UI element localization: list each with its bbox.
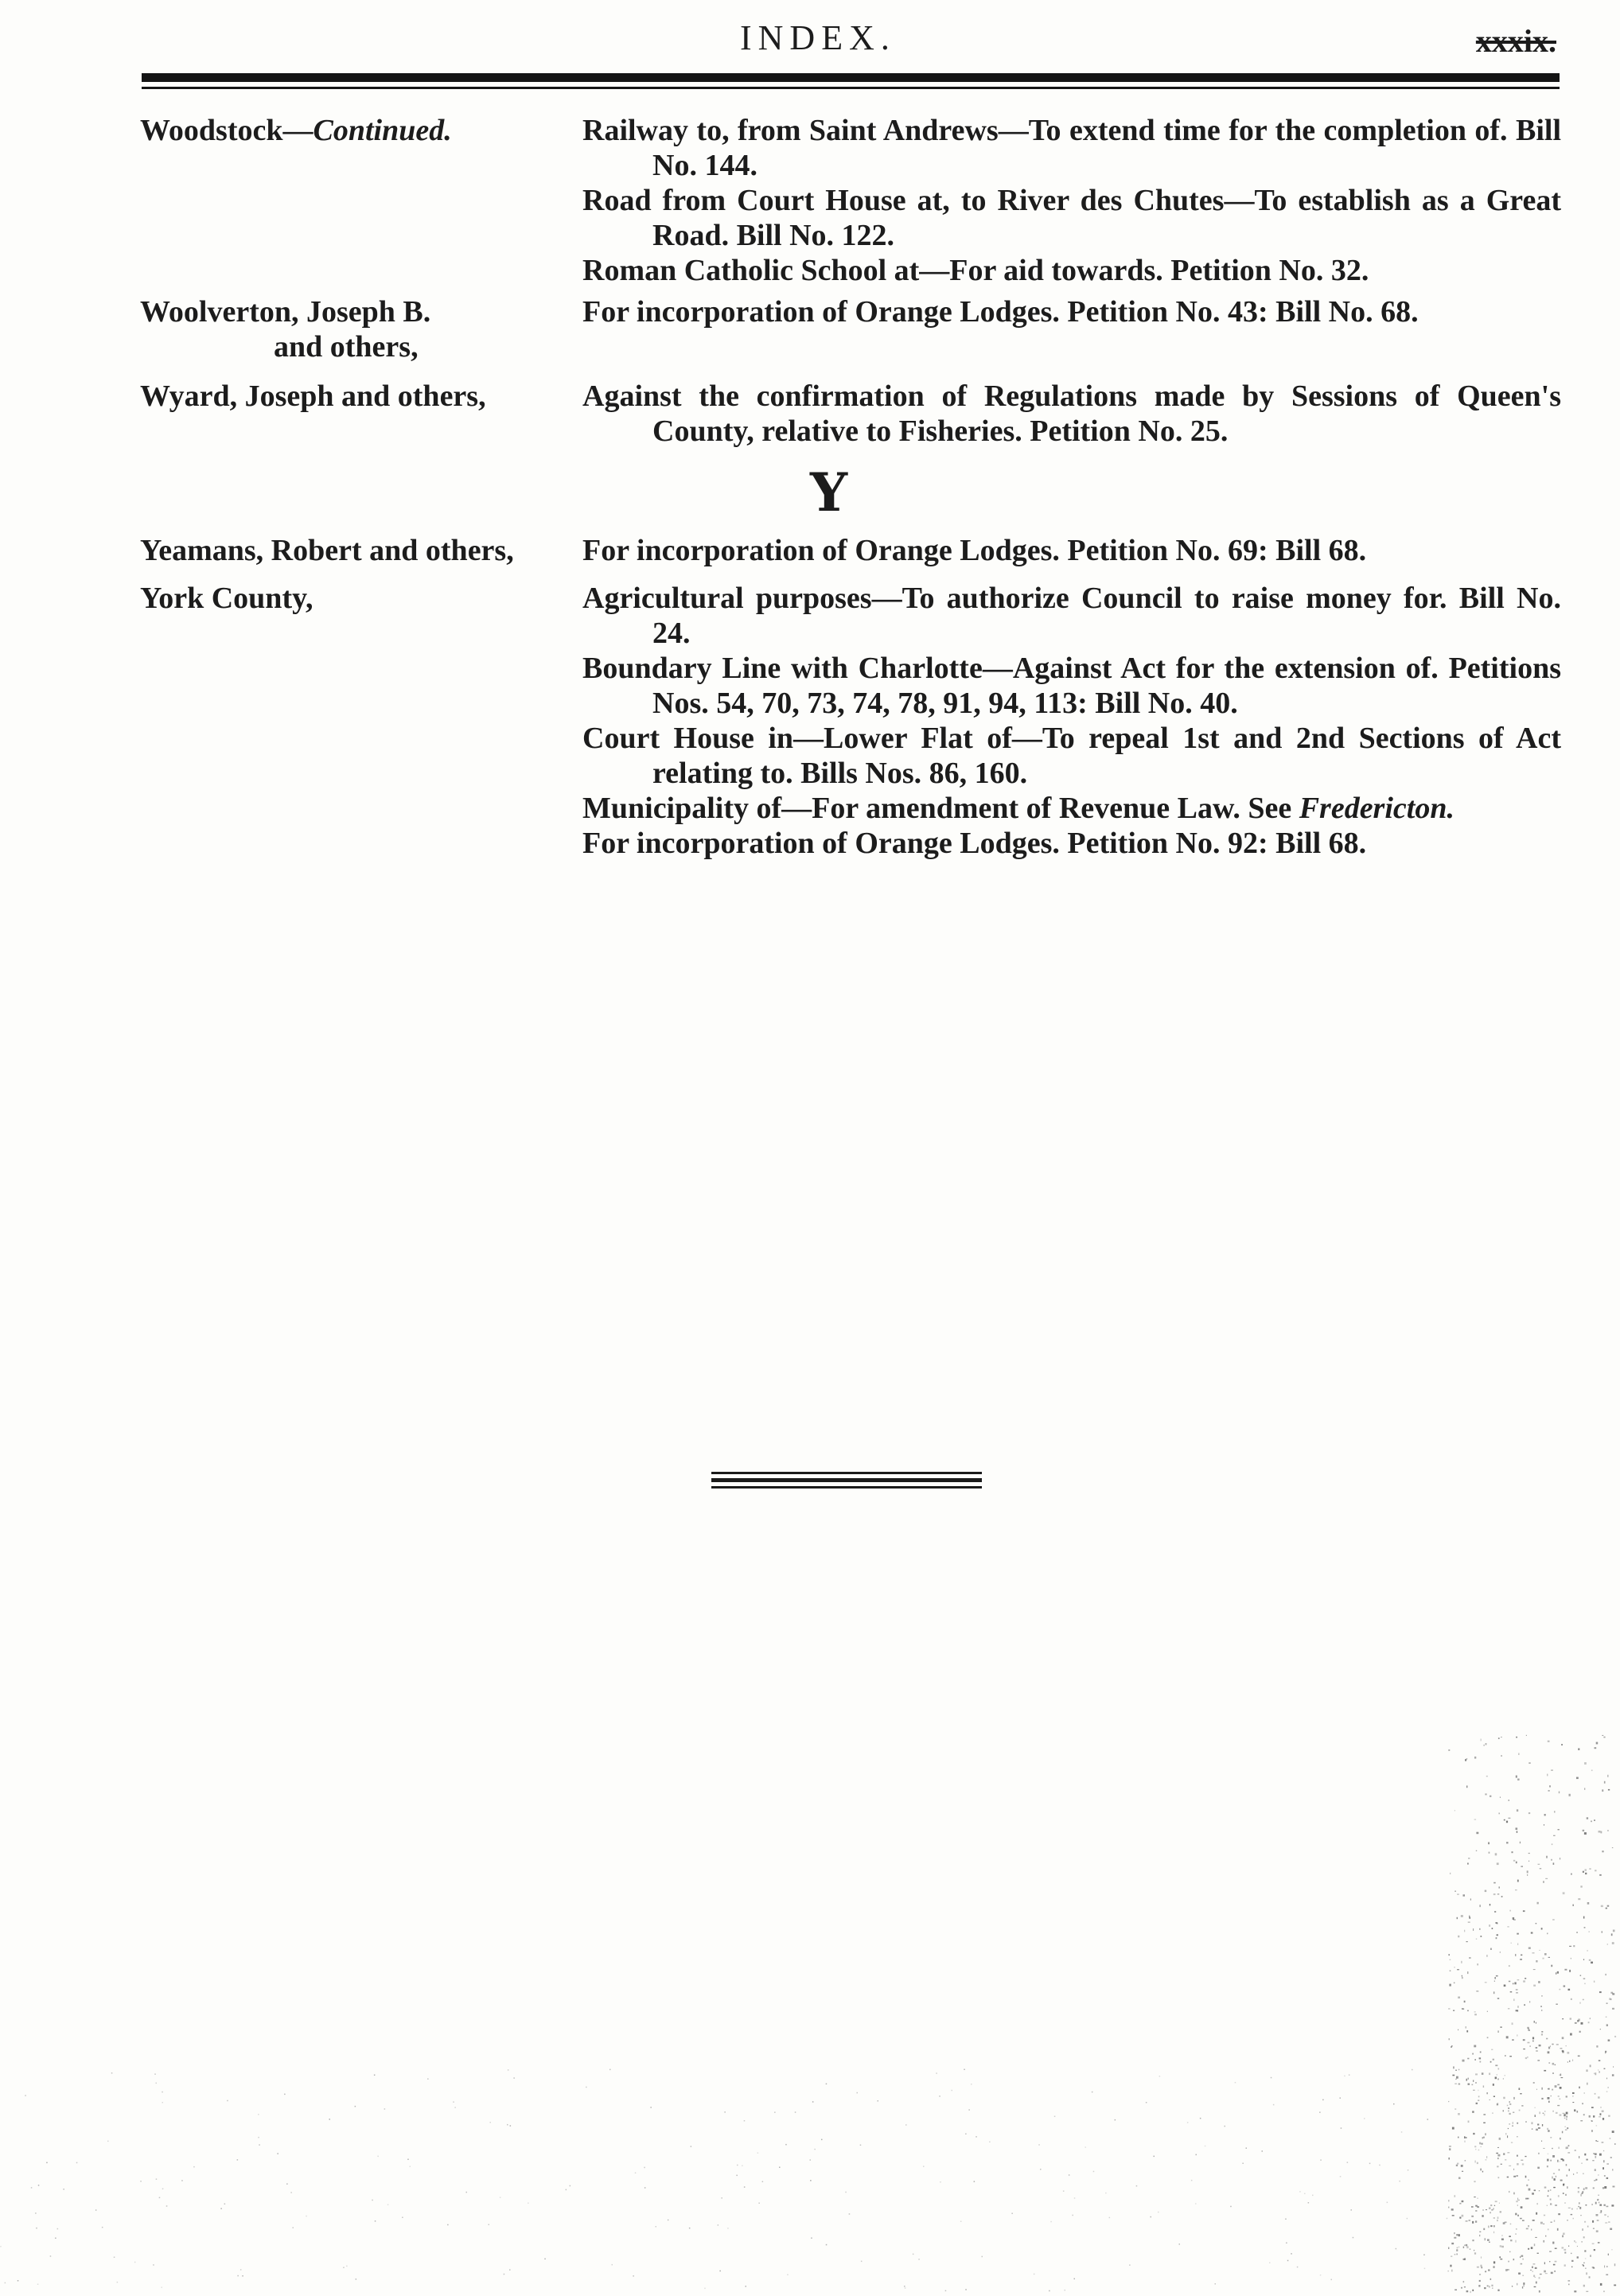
subentry: Court House in—Lower Flat of—To repeal 1st and 2nd Sections of Act relating to. Bills Nos. 86, 160. (582, 722, 1561, 790)
heading-text-line2: and others, (274, 330, 419, 364)
subentry: Road from Court House at, to River des Chutes—To establish as a Great Road. Bill No. 122. (582, 184, 1561, 252)
page-number: xxxix. (1475, 23, 1556, 59)
subentry-text: Municipality of—For amendment of Revenue Law. See (582, 792, 1299, 825)
heading-text: Woodstock— (140, 114, 313, 147)
heading-text: Woolverton, Joseph B. (140, 295, 431, 329)
subentry: For incorporation of Orange Lodges. Petition No. 43: Bill No. 68. (582, 295, 1419, 329)
continued-label: Continued. (313, 114, 452, 147)
subentry: Against the confirmation of Regulations made by Sessions of Queen's County, relative to Fisheries. Petition No. 25. (582, 379, 1561, 448)
subentry: Railway to, from Saint Andrews—To extend time for the completion of. Bill No. 144. (582, 114, 1561, 182)
heading-text: York County, (140, 582, 313, 615)
running-head-title: INDEX. (740, 18, 896, 57)
heading-text: Wyard, Joseph and others, (140, 379, 486, 413)
section-letter: Y (810, 461, 848, 523)
subentry: Roman Catholic School at—For aid towards. Petition No. 32. (582, 254, 1369, 287)
subentry: Boundary Line with Charlotte—Against Act for the extension of. Petitions Nos. 54, 70, 73, 74, 78, 91, 94, 113: Bill No. 40. (582, 652, 1561, 720)
subentry: For incorporation of Orange Lodges. Petition No. 69: Bill 68. (582, 534, 1367, 567)
subentry: For incorporation of Orange Lodges. Petition No. 92: Bill 68. (582, 827, 1367, 860)
see-reference: Fredericton. (1299, 792, 1454, 825)
heading-text: Yeamans, Robert and others, (140, 534, 514, 567)
subentry: Agricultural purposes—To authorize Council to raise money for. Bill No. 24. (582, 582, 1561, 650)
